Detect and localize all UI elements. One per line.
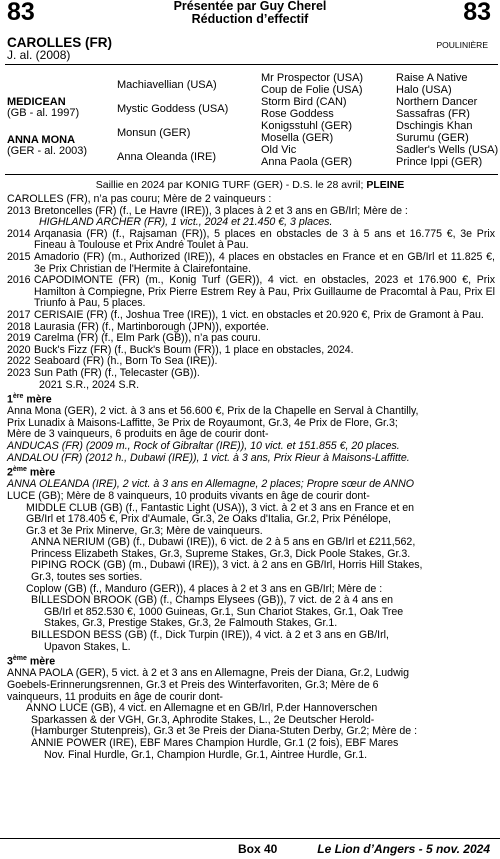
horse-name: CAROLLES (FR) <box>7 35 112 50</box>
pedigree-gen3: Anna Paola (GER) <box>261 156 353 168</box>
second-dam-line: GB/Irl et 178.405 €, Prix d'Aumale, Gr.3, 2e Oaks d'Italia, Gr.2, Prix Pénélope, <box>26 513 392 526</box>
produce-entry <box>7 275 495 310</box>
second-dam-line: GB/Irl et 852.530 €, 1000 Guineas, Gr.1, Sun Chariot Stakes, Gr.1, Oak Tree <box>44 605 404 618</box>
first-dam-heading <box>7 391 495 406</box>
covering-text: Saillie en 2024 par KONIG TURF (GER) - D.S. le 28 avril; <box>95 179 367 191</box>
produce-offspring: HIGHLAND ARCHER (FR), 1 vict., 2024 et 21.450 €, 3 places. <box>39 216 333 229</box>
heading-word: mère <box>26 466 56 479</box>
heading-number: 3 <box>7 655 13 668</box>
second-dam-line: Coplow (GB) (f., Manduro (GER)), 4 places à 2 et 3 ans en GB/Irl; Mère de : <box>26 582 383 595</box>
second-dam-line: Princess Elizabeth Stakes, Gr.3, Supreme Stakes, Gr.3, Dick Poole Stakes, Gr.3. <box>31 547 411 560</box>
third-dam-line: ANNIE POWER (IRE), EBF Mares Champion Hurdle, Gr.1 (2 fois), EBF Mares <box>31 736 399 749</box>
produce-text: Laurasia (FR) (f., Martinborough (JPN)), exportée. <box>34 320 269 333</box>
header-center <box>0 0 500 26</box>
produce-year: 2018 <box>7 320 31 333</box>
produce-note: 2021 S.R., 2024 S.R. <box>39 378 140 391</box>
pedigree-dam-info: (GER - al. 2003) <box>7 145 88 157</box>
produce-text: Sun Path (FR) (f., Telecaster (GB)). <box>34 366 200 379</box>
second-dam-heading <box>7 464 495 479</box>
sale-reason: Réduction d’effectif <box>191 12 309 26</box>
produce-year: 2022 <box>7 355 31 368</box>
third-dam-heading <box>7 653 495 668</box>
pedigree-gen4: Northern Dancer <box>396 96 478 108</box>
covering-info <box>0 179 500 191</box>
third-dam-line: ANNO LUCE (GB), 4 vict. en Allemagne et en GB/Irl, P.der Hannoverschen <box>26 702 378 715</box>
heading-word: mère <box>26 655 56 668</box>
pedigree-sire-info: (GB - al. 1997) <box>7 107 80 119</box>
second-dam-line: Stakes, Gr.3, Prestige Stakes, Gr.3, 2e Falmouth Stakes, Gr.1. <box>44 617 338 630</box>
first-dam-line: ANDALOU (FR) (2012 h., Dubawi (IRE)), 1 vict. à 3 ans, Prix Rieur à Maisons-Laffitte. <box>7 451 410 464</box>
heading-suffix: ère <box>12 393 24 401</box>
pedigree-gen4: Halo (USA) <box>396 84 452 96</box>
heading-number: 1 <box>7 393 13 406</box>
horse-info: J. al. (2008) <box>7 48 71 62</box>
heading-suffix: ème <box>12 466 27 474</box>
produce-year: 2023 <box>7 366 31 379</box>
first-dam-line: ANDUCAS (FR) (2009 m., Rock of Gibraltar (IRE)), 10 vict. et 151.855 €, 20 places. <box>7 440 400 452</box>
produce-record <box>7 194 495 761</box>
sale-event: Le Lion d’Angers - 5 nov. 2024 <box>317 842 490 856</box>
box-number: Box 40 <box>238 842 278 856</box>
pedigree-dam: ANNA MONA <box>7 134 76 146</box>
second-dam-line: BILLESDON BESS (GB) (f., Dick Turpin (IRE)), 4 vict. à 2 et 3 ans en GB/Irl, <box>31 629 389 642</box>
produce-entry <box>7 229 495 252</box>
produce-entry <box>7 333 495 345</box>
pedigree-gen3: Storm Bird (CAN) <box>261 96 347 108</box>
second-dam-line: Gr.3, toutes ses sorties. <box>31 571 143 584</box>
pedigree-gen4: Raise A Native <box>396 72 468 84</box>
second-dam-line: ANNA OLEANDA (IRE), 2 vict. à 3 ans en Allemagne, 2 places; Propre sœur de ANNO <box>7 478 415 491</box>
first-dam-line: Prix Lunadix à Maisons-Laffitte, 3e Prix de Royaumont, Gr.3, 4e Prix de Flore, Gr.3; <box>7 416 398 429</box>
produce-year: 2015 <box>7 250 31 263</box>
pedigree-gen2: Monsun (GER) <box>117 127 191 139</box>
first-dam-line: Anna Mona (GER), 2 vict. à 3 ans et 56.600 €, Prix de la Chapelle en Serval à Chantilly, <box>7 405 419 418</box>
produce-text: Arqanasia (FR) (f., Rajsaman (FR)), 5 places en obstacles de 3 à 5 ans et 16.775 €, 3e Prix Fineau à Toulouse et Prix André Toulet à Pau. <box>34 227 495 252</box>
pedigree-gen3: Mr Prospector (USA) <box>261 72 364 84</box>
produce-year: 2016 <box>7 274 31 287</box>
presenter: Présentée par Guy Cherel <box>173 0 327 13</box>
produce-entry <box>7 368 495 380</box>
produce-text: Bretoncelles (FR) (f., Le Havre (IRE)), 3 places à 2 et 3 ans en GB/Irl; Mère de : <box>34 204 408 217</box>
second-dam-line: MIDDLE CLUB (GB) (f., Fantastic Light (USA)), 3 vict. à 2 et 3 ans en France et en <box>26 501 414 514</box>
produce-text: CAPODIMONTE (FR) (m., Konig Turf (GER)), 4 vict. en obstacles, 2023 et 176.900 €, Prix Hamilton à Compiegne, Prix Pierre Estrem Rey à Pau, Prix Guillaume de Pracomtal à Pau, Prix El Triunfo à Pau, 5 places. <box>34 274 495 310</box>
produce-text: Seaboard (FR) (h., Born To Sea (IRE)). <box>34 355 218 368</box>
pedigree-sire: MEDICEAN <box>7 96 66 108</box>
pedigree-gen2: Machiavellian (USA) <box>117 79 217 91</box>
heading-word: mère <box>23 393 52 406</box>
produce-intro: CAROLLES (FR), n’a pas couru; Mère de 2 vainqueurs : <box>7 193 272 205</box>
produce-text: CERISAIE (FR) (f., Joshua Tree (IRE)), 1 vict. en obstacles et 20.920 €, Prix de Gramont à Pau. <box>34 308 484 321</box>
horse-status: POULINIÈRE <box>436 40 488 50</box>
produce-entry <box>7 310 495 322</box>
pedigree-gen3: Rose Goddess <box>261 108 334 120</box>
pedigree-gen3: Konigsstuhl (GER) <box>261 120 353 132</box>
third-dam-line: vainqueurs, 11 produits en âge de courir dont- <box>7 690 223 703</box>
produce-year: 2020 <box>7 343 31 356</box>
lot-number-right: 83 <box>463 0 491 26</box>
second-dam-line: ANNA NERIUM (GB) (f., Dubawi (IRE)), 6 vict. de 2 à 5 ans en GB/Irl et £211,562, <box>31 536 416 549</box>
produce-year: 2019 <box>7 332 31 345</box>
heading-number: 2 <box>7 466 13 479</box>
produce-entry <box>7 252 495 275</box>
third-dam-line: ANNA PAOLA (GER), 5 vict. à 2 et 3 ans en Allemagne, Preis der Diana, Gr.2, Ludwig <box>7 667 409 680</box>
second-dam-line: BILLESDON BROOK (GB) (f., Champs Elysees (GB)), 7 vict. de 2 à 4 ans en <box>31 594 394 607</box>
pedigree-gen4: Dschingis Khan <box>396 120 473 132</box>
produce-text: Buck's Fizz (FR) (f., Buck's Boum (FR)), 1 place en obstacles, 2024. <box>34 343 354 356</box>
lot-number-left: 83 <box>7 0 35 26</box>
pedigree-gen2: Mystic Goddess (USA) <box>117 103 229 115</box>
second-dam-line: Gr.3 et 3e Prix Minerve, Gr.3; Mère de vainqueurs. <box>26 524 263 537</box>
produce-text: Carelma (FR) (f., Elm Park (GB)), n’a pas couru. <box>34 332 261 345</box>
pedigree-gen4: Surumu (GER) <box>396 132 469 144</box>
pedigree-gen3: Mosella (GER) <box>261 132 334 144</box>
pedigree-gen4: Prince Ippi (GER) <box>396 156 483 168</box>
catalogue-footer <box>0 838 500 854</box>
third-dam-line: Goebels-Erinnerungsrennen, Gr.3 et Preis des Winterfavoriten, Gr.3; Mère de 6 <box>7 678 379 691</box>
produce-text: Amadorio (FR) (m., Authorized (IRE)), 4 places en obstacles en France et en GB/Irl et 11.825 €, 3e Prix Christian de l'Hermite à Clairefontaine. <box>34 250 495 275</box>
covering-status: PLEINE <box>366 179 405 191</box>
third-dam-line: Nov. Final Hurdle, Gr.1, Champion Hurdle, Gr.1, Aintree Hurdle, Gr.1. <box>44 748 368 761</box>
heading-suffix: ème <box>12 655 27 663</box>
pedigree-gen3: Old Vic <box>261 144 297 156</box>
second-dam-line: PIPING ROCK (GB) (m., Dubawi (IRE)), 3 vict. à 2 ans en GB/Irl, Horris Hill Stakes, <box>31 559 423 572</box>
pedigree-gen4: Sassafras (FR) <box>396 108 470 120</box>
second-dam-line: Upavon Stakes, L. <box>44 640 131 653</box>
produce-year: 2013 <box>7 204 31 217</box>
produce-year: 2014 <box>7 227 31 240</box>
third-dam-line: (Hamburger Stutenpreis), Gr.3 et 3e Preis der Diana-Stuten Derby, Gr.2; Mère de : <box>31 725 418 738</box>
pedigree-gen2: Anna Oleanda (IRE) <box>117 151 217 163</box>
second-dam-line: LUCE (GB); Mère de 8 vainqueurs, 10 produits vivants en âge de courir dont- <box>7 489 370 502</box>
first-dam-line: Mère de 3 vainqueurs, 6 produits en âge de courir dont- <box>7 428 269 441</box>
pedigree-gen4: Sadler's Wells (USA) <box>396 144 499 156</box>
produce-year: 2017 <box>7 308 31 321</box>
pedigree-gen3: Coup de Folie (USA) <box>261 84 363 96</box>
third-dam-line: Sparkassen & der VGH, Gr.3, Aphrodite Stakes, L., 2e Deutscher Herold- <box>31 713 375 726</box>
